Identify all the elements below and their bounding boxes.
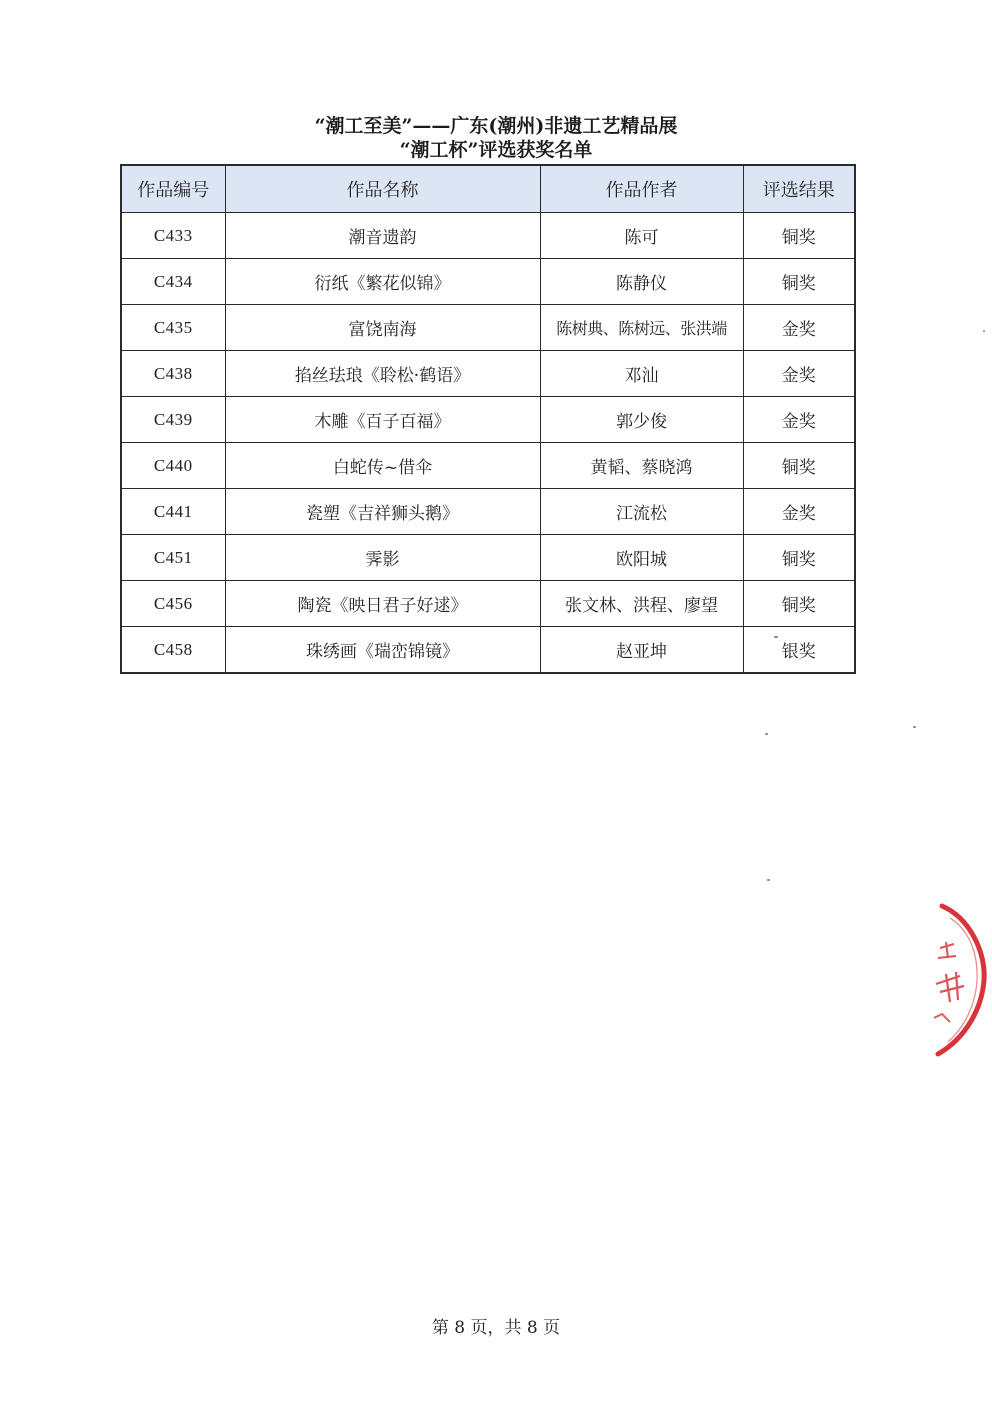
table-header-row <box>121 165 855 213</box>
cell-name: 白蛇传~借伞 <box>225 443 540 489</box>
cell-result: 金奖 <box>743 351 855 397</box>
cell-author: 陈静仪 <box>540 259 743 305</box>
cell-name: 瓷塑《吉祥狮头鹅》 <box>225 489 540 535</box>
table-row <box>121 213 855 259</box>
cell-name: 富饶南海 <box>225 305 540 351</box>
scan-speck <box>765 733 768 735</box>
cell-result: 铜奖 <box>743 443 855 489</box>
cell-name: 木雕《百子百福》 <box>225 397 540 443</box>
cell-name: 珠绣画《瑞峦锦镜》 <box>225 627 540 674</box>
scan-speck <box>913 726 916 728</box>
cell-name: 陶瓷《映日君子好逑》 <box>225 581 540 627</box>
cell-result: 金奖 <box>743 305 855 351</box>
cell-name: 霁影 <box>225 535 540 581</box>
cell-result: 金奖 <box>743 489 855 535</box>
table-row <box>121 305 855 351</box>
title-block <box>0 114 992 162</box>
award-table <box>120 164 856 674</box>
scan-speck <box>767 879 770 881</box>
cell-code: C456 <box>121 581 225 627</box>
table-row <box>121 627 855 674</box>
table-row <box>121 535 855 581</box>
cell-author: 陈树典、陈树远、张洪端 <box>540 305 743 351</box>
table-row <box>121 351 855 397</box>
cell-code: C435 <box>121 305 225 351</box>
table-row <box>121 259 855 305</box>
cell-author: 张文林、洪程、廖望 <box>540 581 743 627</box>
cell-code: C433 <box>121 213 225 259</box>
header-result: 评选结果 <box>743 165 855 213</box>
page-footer: 第 8 页，共 8 页 <box>431 1318 561 1338</box>
cell-author: 江流松 <box>540 489 743 535</box>
seal-stamp <box>920 898 992 1058</box>
cell-result: 铜奖 <box>743 535 855 581</box>
cell-author: 邓汕 <box>540 351 743 397</box>
cell-name: 掐丝珐琅《聆松·鹤语》 <box>225 351 540 397</box>
cell-code: C439 <box>121 397 225 443</box>
cell-code: C458 <box>121 627 225 674</box>
cell-name: 潮音遗韵 <box>225 213 540 259</box>
header-name: 作品名称 <box>225 165 540 213</box>
cell-result: 金奖 <box>743 397 855 443</box>
title-line-1: “潮工至美”——广东(潮州)非遗工艺精品展 <box>314 115 678 137</box>
cell-code: C451 <box>121 535 225 581</box>
table-row <box>121 443 855 489</box>
header-author: 作品作者 <box>540 165 743 213</box>
table-row <box>121 581 855 627</box>
title-line-2: “潮工杯”评选获奖名单 <box>399 139 593 161</box>
cell-author: 陈可 <box>540 213 743 259</box>
cell-name: 衍纸《繁花似锦》 <box>225 259 540 305</box>
cell-result: 铜奖 <box>743 259 855 305</box>
cell-author: 郭少俊 <box>540 397 743 443</box>
cell-author: 欧阳城 <box>540 535 743 581</box>
table-row <box>121 489 855 535</box>
scan-speck <box>983 330 985 332</box>
cell-code: C441 <box>121 489 225 535</box>
table-row <box>121 397 855 443</box>
cell-result: 铜奖 <box>743 213 855 259</box>
cell-code: C440 <box>121 443 225 489</box>
cell-result: 铜奖 <box>743 581 855 627</box>
cell-result: 银奖 <box>743 627 855 674</box>
cell-author: 赵亚坤 <box>540 627 743 674</box>
cell-author: 黄韬、蔡晓鸿 <box>540 443 743 489</box>
scan-speck <box>774 636 778 638</box>
cell-code: C438 <box>121 351 225 397</box>
cell-code: C434 <box>121 259 225 305</box>
header-code: 作品编号 <box>121 165 225 213</box>
